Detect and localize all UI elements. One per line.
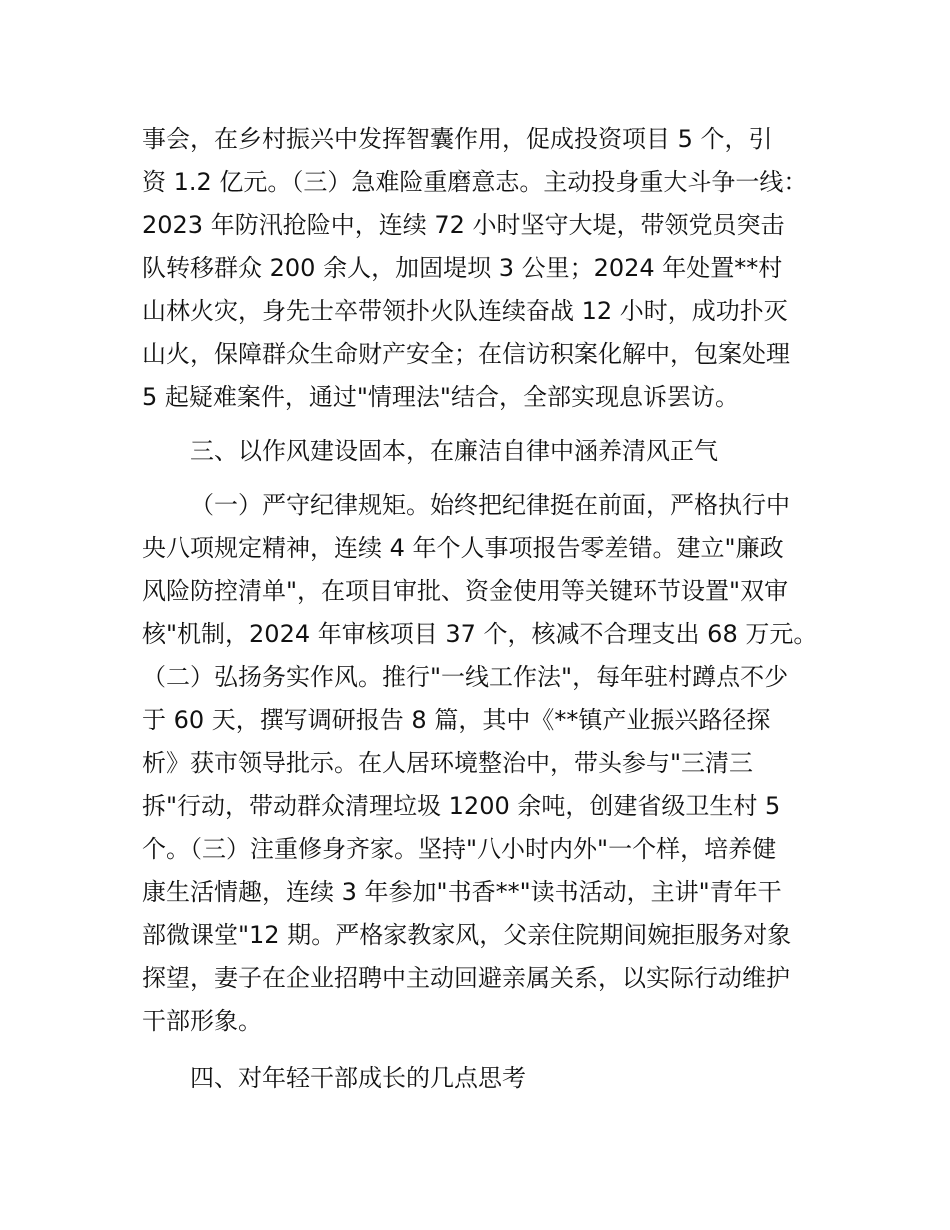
paragraph-line: 央八项规定精神，连续 4 年个人事项报告零差错。建立"廉政 bbox=[142, 534, 784, 562]
paragraph-line: （一）严守纪律规矩。始终把纪律挺在前面，严格执行中 bbox=[190, 491, 790, 519]
paragraph-line: （二）弘扬务实作风。推行"一线工作法"，每年驻村蹲点不少 bbox=[142, 663, 789, 691]
paragraph-line: 于 60 天，撰写调研报告 8 篇，其中《**镇产业振兴路径探 bbox=[142, 706, 771, 734]
paragraph-line: 个。（三）注重修身齐家。坚持"八小时内外"一个样，培养健 bbox=[142, 835, 777, 863]
paragraph-line: 山林火灾，身先士卒带领扑火队连续奋战 12 小时，成功扑灭 bbox=[142, 297, 788, 325]
paragraph-line: 风险防控清单"，在项目审批、资金使用等关键环节设置"双审 bbox=[142, 577, 789, 605]
section-heading: 三、以作风建设固本，在廉洁自律中涵养清风正气 bbox=[190, 437, 718, 465]
paragraph-line: 5 起疑难案件，通过"情理法"结合，全部实现息诉罢访。 bbox=[142, 383, 739, 411]
paragraph-line: 拆"行动，带动群众清理垃圾 1200 余吨，创建省级卫生村 5 bbox=[142, 792, 781, 820]
paragraph-line: 核"机制，2024 年审核项目 37 个，核减不合理支出 68 万元。 bbox=[142, 620, 818, 648]
paragraph-line: 干部形象。 bbox=[142, 1007, 262, 1035]
paragraph-line: 探望，妻子在企业招聘中主动回避亲属关系，以实际行动维护 bbox=[142, 964, 790, 992]
paragraph-line: 2023 年防汛抢险中，连续 72 小时坚守大堤，带领党员突击 bbox=[142, 211, 785, 239]
paragraph-line: 康生活情趣，连续 3 年参加"书香**"读书活动，主讲"青年干 bbox=[142, 878, 782, 906]
paragraph-line: 队转移群众 200 余人，加固堤坝 3 公里；2024 年处置**村 bbox=[142, 254, 783, 282]
section-heading: 四、对年轻干部成长的几点思考 bbox=[190, 1064, 526, 1092]
paragraph-line: 山火，保障群众生命财产安全；在信访积案化解中，包案处理 bbox=[142, 340, 790, 368]
paragraph-line: 析》获市领导批示。在人居环境整治中，带头参与"三清三 bbox=[142, 749, 754, 777]
paragraph-line: 资 1.2 亿元。（三）急难险重磨意志。主动投身重大斗争一线： bbox=[142, 168, 808, 196]
paragraph-line: 事会，在乡村振兴中发挥智囊作用，促成投资项目 5 个，引 bbox=[142, 125, 773, 153]
paragraph-line: 部微课堂"12 期。严格家教家风，父亲住院期间婉拒服务对象 bbox=[142, 921, 792, 949]
